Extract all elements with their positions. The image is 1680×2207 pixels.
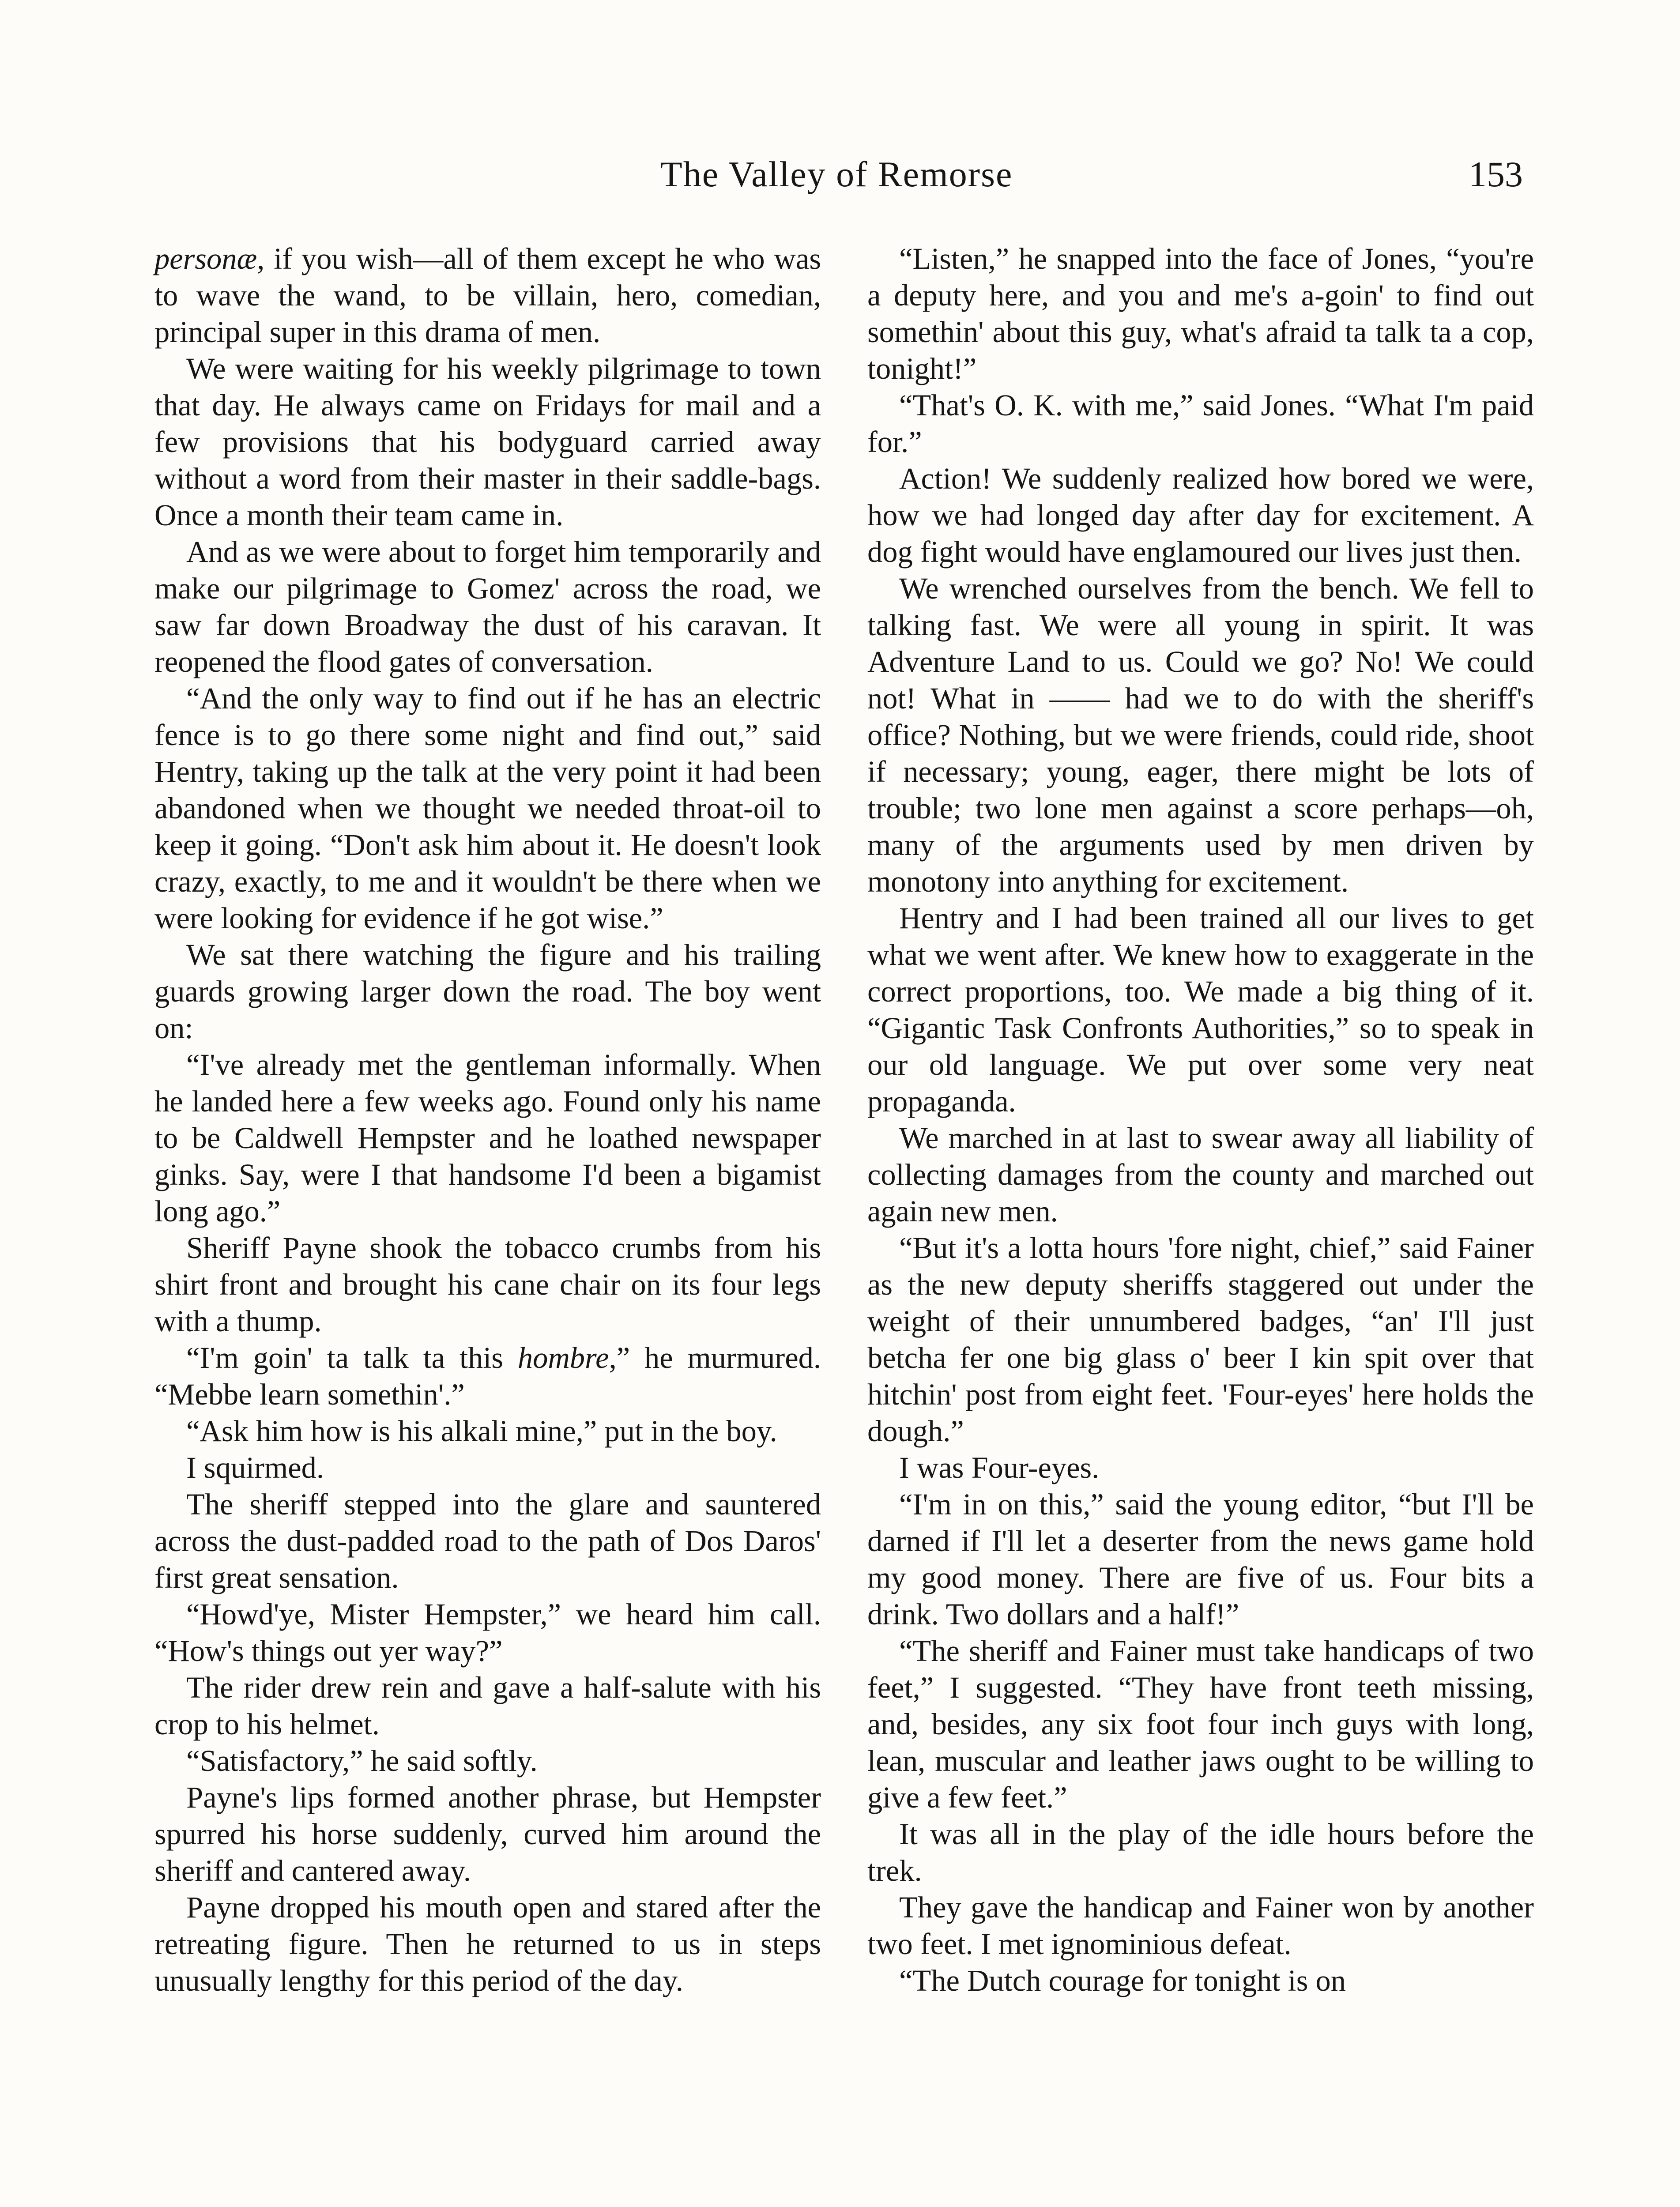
paragraph: It was all in the play of the idle hours before the trek. <box>867 1817 1534 1887</box>
paragraph: Payne's lips formed another phrase, but Hempster spurred his horse suddenly, curved him around the sheriff and cantered away. <box>154 1781 821 1887</box>
paragraph-text: ,” he murmured. “Mebbe learn somethin'.” <box>154 1341 821 1411</box>
paragraph: The rider drew rein and gave a half-salute with his crop to his helmet. <box>154 1671 821 1741</box>
page-number: 153 <box>1469 154 1523 194</box>
right-column <box>867 241 1534 1999</box>
paragraph: Hentry and I had been trained all our lives to get what we went after. We knew how to exaggerate in the correct proportions, too. We made a big thing of it. “Gigantic Task Confronts Authorities,” so to speak in our old language. We put over some very neat propaganda. <box>867 901 1534 1118</box>
paragraph: “The Dutch courage for tonight is on <box>899 1964 1346 1997</box>
paragraph: “Howd'ye, Mister Hempster,” we heard him call. “How's things out yer way?” <box>154 1597 821 1668</box>
italic-lead: personæ <box>154 242 257 275</box>
paragraph <box>154 1340 821 1413</box>
paragraph: “The sheriff and Fainer must take handicaps of two feet,” I suggested. “They have front teeth missing, and, besides, any six foot four inch guys with long, lean, muscular and leather jaws ought to be willing to give a few feet.” <box>867 1634 1534 1814</box>
paragraph: The sheriff stepped into the glare and sauntered across the dust-padded road to the path of Dos Daros' first great sensation. <box>154 1488 821 1594</box>
paragraph: They gave the handicap and Fainer won by another two feet. I met ignominious defeat. <box>867 1891 1534 1961</box>
paragraph: “Satisfactory,” he said softly. <box>186 1744 538 1778</box>
paragraph: We sat there watching the figure and his trailing guards growing larger down the road. The boy went on: <box>154 938 821 1045</box>
paragraph: “I'm in on this,” said the young editor, “but I'll be darned if I'll let a deserter from the news game hold my good money. There are five of us. Four bits a drink. Two dollars and a half!” <box>867 1488 1534 1631</box>
running-title: The Valley of Remorse <box>660 154 1013 194</box>
paragraph: “Ask him how is his alkali mine,” put in the boy. <box>186 1414 777 1448</box>
left-column <box>154 241 821 1999</box>
paragraph: Sheriff Payne shook the tobacco crumbs from his shirt front and brought his cane chair on its four legs with a thump. <box>154 1231 821 1338</box>
paragraph: I squirmed. <box>186 1451 324 1484</box>
paragraph-text: , if you wish—all of them except he who was to wave the wand, to be villain, hero, comedian, principal super in this drama of men. <box>154 242 821 349</box>
paragraph: We wrenched ourselves from the bench. We fell to talking fast. We were all young in spirit. It was Adventure Land to us. Could we go? No! We could not! What in —— had we to do with the sheriff's office? Nothing, but we were friends, could ride, shoot if necessary; young, eager, there might be lots of trouble; two lone men against a score perhaps—oh, many of the arguments used by men driven by monotony into anything for excitement. <box>867 572 1534 898</box>
paragraph: And as we were about to forget him temporarily and make our pilgrimage to Gomez' across the road, we saw far down Broadway the dust of his caravan. It reopened the flood gates of conversation. <box>154 535 821 678</box>
paragraph: “Listen,” he snapped into the face of Jones, “you're a deputy here, and you and me's a-goin' to find out somethin' about this guy, what's afraid ta talk ta a cop, tonight!” <box>867 242 1534 385</box>
paragraph-text: “I'm goin' ta talk ta this <box>186 1341 518 1375</box>
paragraph: “That's O. K. with me,” said Jones. “What I'm paid for.” <box>867 388 1534 459</box>
paragraph: I was Four-eyes. <box>899 1451 1100 1484</box>
paragraph: Payne dropped his mouth open and stared after the retreating figure. Then he returned to us in steps unusually lengthy for this period of the day. <box>154 1891 821 1997</box>
paragraph: “And the only way to find out if he has an electric fence is to go there some night and find out,” said Hentry, taking up the talk at the very point it had been abandoned when we thought we needed throat-oil to keep it going. “Don't ask him about it. He doesn't look crazy, exactly, to me and it wouldn't be there when we were looking for evidence if he got wise.” <box>154 682 821 935</box>
paragraph <box>154 241 821 350</box>
paragraph: Action! We suddenly realized how bored we were, how we had longed day after day for excitement. A dog fight would have englamoured our lives just then. <box>867 462 1534 569</box>
paragraph: We marched in at last to swear away all liability of collecting damages from the county and marched out again new men. <box>867 1121 1534 1228</box>
paragraph: We were waiting for his weekly pilgrimage to town that day. He always came on Fridays for mail and a few provisions that his bodyguard carried away without a word from their master in their saddle-bags. Once a month their team came in. <box>154 352 821 532</box>
paragraph: “But it's a lotta hours 'fore night, chief,” said Fainer as the new deputy sheriffs staggered out under the weight of their unnumbered badges, “an' I'll just betcha fer one big glass o' beer I kin spit over that hitchin' post from eight feet. 'Four-eyes' here holds the dough.” <box>867 1231 1534 1448</box>
italic-word: hombre <box>517 1341 609 1375</box>
paragraph: “I've already met the gentleman informally. When he landed here a few weeks ago. Found only his name to be Caldwell Hempster and he loathed newspaper ginks. Say, were I that handsome I'd been a bigamist long ago.” <box>154 1048 821 1228</box>
page-header <box>150 146 1523 203</box>
